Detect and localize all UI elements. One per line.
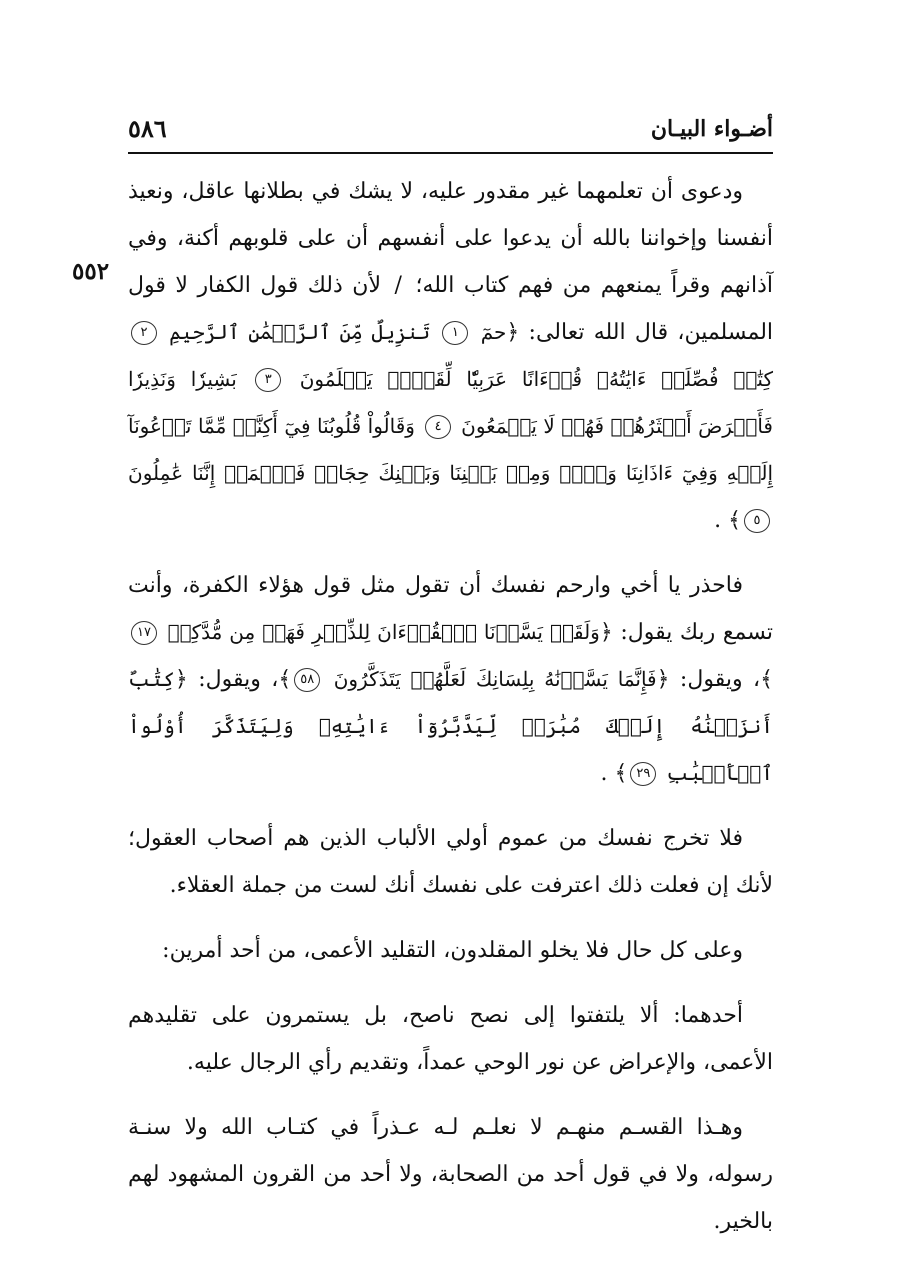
closing-bracket: ﴾ .	[600, 761, 628, 786]
quran-verse: وَقَالُواْ قُلُوبُنَا فِيٓ أَكِنَّةٖ مِّمَّا تَدۡعُونَآ إِلَيۡهِ وَفِيٓ ءَاذَانِنَا وَقۡرٞ وَمِنۢ بَيۡنِنَا وَبَيۡنِكَ حِجَابٞ فَٱعۡمَلۡ إِنَّنَا عَٰمِلُونَ	[128, 414, 773, 485]
ayah-number-marker: ١	[442, 321, 468, 345]
header-divider	[128, 152, 773, 154]
paragraph-5: أحدهما: ألا يلتفتوا إلى نصح ناصح، بل يستمرون على تقليدهم الأعمى، والإعراض عن نور الوحي عمداً، وتقديم رأي الرجال عليه.	[128, 1003, 773, 1075]
ayah-number-marker: ٤	[425, 415, 451, 439]
quran-verse: حمٓ	[480, 320, 507, 344]
paragraph-text: لأن ذلك قول الكفار لا قول المسلمين، قال الله تعالى: ﴿	[128, 273, 774, 345]
page-break-slash: /	[394, 273, 402, 298]
ayah-number-marker: ٥	[744, 509, 770, 533]
paragraph-text: ﴾، ويقول: ﴿	[174, 667, 292, 692]
ayah-number-marker: ٥٨	[294, 668, 320, 692]
ayah-number-marker: ٢	[131, 321, 157, 345]
paragraph-2	[128, 562, 773, 797]
margin-page-reference: ٥٥٢	[72, 258, 110, 285]
paragraph-4: وعلى كل حال فلا يخلو المقلدون، التقليد الأعمى، من أحد أمرين:	[162, 938, 743, 963]
main-text	[128, 168, 773, 1263]
quran-verse: بَشِيرٗا وَنَذِيرٗا فَأَعۡرَضَ أَكۡثَرُهُمۡ فَهُمۡ لَا يَسۡمَعُونَ	[128, 367, 773, 438]
paragraph-3: فلا تخرج نفسك من عموم أولي الألباب الذين هم أصحاب العقول؛ لأنك إن فعلت ذلك اعترفت على نفسك أنك لست من جملة العقلاء.	[128, 826, 773, 898]
page-number: ٥٨٦	[128, 114, 167, 143]
paragraph-text: ودعوى أن تعلمهما غير مقدور عليه، لا يشك في بطلانها عاقل، ونعيذ أنفسنا وإخواننا بالله أن يدعوا على أنفسهم أن على قلوبهم أكنة، وفي آذانهم وقراً يمنعهم من فهم كتاب الله؛	[128, 179, 773, 298]
book-title: أضـواء البيـان	[650, 116, 773, 142]
ayah-number-marker: ٣	[255, 368, 281, 392]
paragraph-1	[128, 168, 773, 544]
quran-verse: وَلَقَدۡ يَسَّرۡنَا ٱلۡقُرۡءَانَ لِلذِّكۡرِ فَهَلۡ مِن مُّدَّكِرٖ	[167, 620, 600, 644]
closing-bracket: ﴾ .	[714, 508, 741, 533]
ayah-number-marker: ٢٩	[630, 762, 656, 786]
running-header	[128, 112, 773, 152]
quran-verse: تَنزِيلٌ مِّنَ ٱلرَّحۡمَٰنِ ٱلرَّحِيمِ	[169, 320, 431, 344]
paragraph-text: فاحذر يا أخي وارحم نفسك أن تقول مثل قول هؤلاء الكفرة، وأنت تسمع ربك يقول: ﴿	[128, 573, 773, 645]
quran-verse: كِتَٰبٌ أَنزَلۡنَٰهُ إِلَيۡكَ مُبَٰرَكٞ لِّيَدَّبَّرُوٓاْ ءَايَٰتِهِۦ وَلِيَتَذَكَّرَ أُوْلُواْ ٱلۡأَلۡبَٰبِ	[128, 667, 773, 785]
paragraph-text: ﴾، ويقول: ﴿	[656, 667, 773, 692]
quran-verse: كِتَٰبٞ فُصِّلَتۡ ءَايَٰتُهُۥ قُرۡءَانًا عَرَبِيّٗا لِّقَوۡمٖ يَعۡلَمُونَ	[299, 367, 773, 391]
ayah-number-marker: ١٧	[131, 621, 157, 645]
paragraph-6: وهـذا القسـم منهـم لا نعلـم لـه عـذراً في كتـاب الله ولا سنـة رسوله، ولا في قول أحد من الصحابة، ولا أحد من القرون المشهود لهم بالخير.	[128, 1115, 773, 1234]
quran-verse: فَإِنَّمَا يَسَّرۡنَٰهُ بِلِسَانِكَ لَعَلَّهُمۡ يَتَذَكَّرُونَ	[333, 667, 657, 691]
